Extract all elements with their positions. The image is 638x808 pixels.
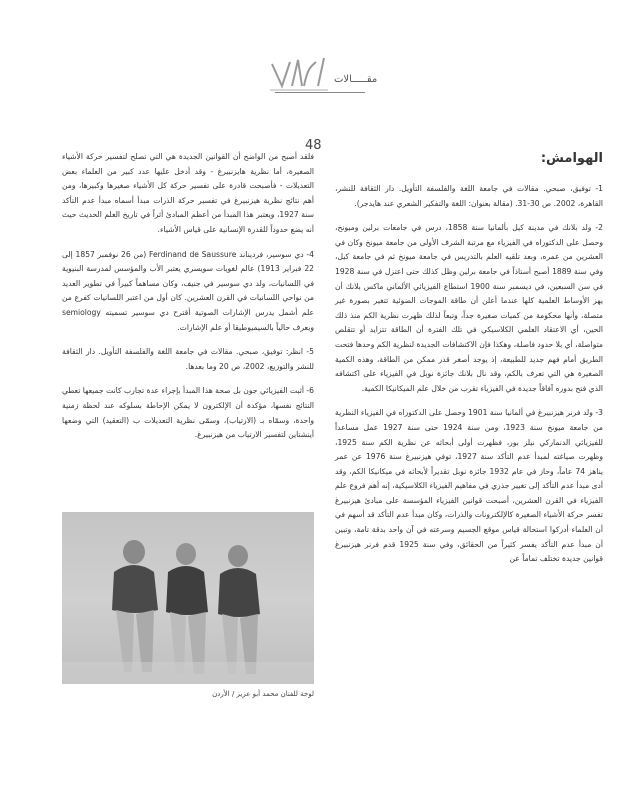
section-label: مقـــــالات [334,74,378,85]
footnote-1: 1- توفيق، صبحي. مقالات في جامعة اللغة والفلسفة التأويل. دار الثقافة للنشر، القاهرة، 2002. ص 30-31. (مقالة بعنوان: اللغة والتفكير الشعري عند هايدجر). [335,184,603,208]
painting-image [62,512,314,684]
footnote-4: 4- دي سوسير، فرديناند Ferdinand de Saussure (من 26 نوفمبر 1857 إلى 22 فبراير 1913) عالم لغويات سويسري يعتبر الأب والمؤسس لمدرسة البنيوية في اللسانيات، ولد دي سوسير في جنيف، وكان مساهماً كبيراً في تطوير العديد من نواحي اللسانيات في القرن العشرين. كان أول من اعتبر اللسانيات كفرع من علم أشمل يدرس الإشارات الصوتية أقترح دي سوسير تسميته semiology ويعرف حالياً بالسيميوطيقا أو علم الإشارات. [62,249,315,332]
magazine-logo-icon [268,56,332,96]
footnote-5: 5- انظر: توفيق، صبحي. مقالات في جامعة اللغة والفلسفة التأويل. دار الثقافة للنشر والتوزيع، 2002، ص 20 وما بعدها. [62,347,314,371]
page-header [0,50,638,153]
page-number: 48 [305,138,322,153]
footnote-3-continued: فلقد أصبح من الواضح أن القوانين الجديدة هي التي تصلح لتفسير حركة الأشياء الصغيرة، أما نظرية هايزنبيرغ - وقد أدخل عليها عدد كبير من العلماء بعض التعديلات - فأصبحت قادرة على تفسير حركة كل الأشياء صغيرها وكبيرها، ومن أهم نتائج نظرية هيزنبيرغ في تفسير حركة الذرات مبدأ أسماه مبدأ عدم التأكد سنة 1927، ويعتبر هذا المبدأ من أعظم المبادئ أثراً في تاريخ العلم الحديث حيث أنه يضع حدوداً للقدرة الإنسانية على قياس الأشياء. [62,152,314,234]
footnote-6: 6- أثبت الفيزيائي جون بل صحة هذا المبدأ بإجراء عدة تجارب كانت جميعها تعطي النتائج نفسها، مؤكدة أن الإلكترون لا يمكن الإحاطة بسلوكه عند لحظة زمنية واحدة، وسمّاه بـ (الارتياب)، وسمّى نظرية التعديلات ب (التعقيد) التي وضعها أينشتاين لتفسير الارتياب من هيزنبيرغ. [62,386,314,440]
notes-title: الهوامش: [540,151,603,166]
notes-column-right [335,150,603,577]
footnote-3: 3- ولد فرنر هيزنبيرغ في ألمانيا سنة 1901 وحصل على الدكتوراه في الفيزياء النظرية من جامعة ميونخ سنة 1923، ومن سنة 1924 حتى سنة 1927 عمل مساعداً للفيزيائي الدنماركي نيلز بور، فظهرت أولى أبحاثه عن نظرية الكم سنة 1925، وظهرت صياغته لمبدأ عدم التأكد سنة 1927، توفي هيزنبيرغ سنة 1976 عن عمر يناهز 74 عاماً، وحاز في عام 1932 جائزة نوبل تقديراً لأبحاثه في ميكانيكا الكم، وقد أدى مبدأ عدم التأكد إلى تغيير جذري في مفاهيم الفيزياء الكلاسيكية، إنه أهم فروع علم الفيزياء في القرن العشرين، أصبحت قوانين الفيزياء المؤسسة على مبادئ هيزنبيرغ تفسر حركة الأشياء الصغيرة كالإلكترونات والذرات، وكان مبدأ عدم التأكد قد أسهم في أن العلماء أدركوا استحالة قياس موقع الجسيم وسرعته في آن واحد بدقة تامة، وتبين أن مبدأ عدم التأكد يفسر كثيراً من الحقائق، وفي سنة 1925 قدم فرنر هيزنبيرغ قوانين جديدة تختلف تماماً عن [335,408,603,564]
painting-caption: لوحة للفنان محمد أبو عزيز / الأردن [212,690,314,698]
header-rule [275,92,365,93]
footnote-2: 2- ولد بلانك في مدينة كيل بألمانيا سنة 1858، درس في جامعات برلين وميونخ، وحصل على الدكتوراه في الفيزياء مع مرتبة الشرف الأولى من جامعة ميونخ وكان في العشرين من عمره، وبعد تلقيه العلم بالتدريس في جامعة ميونخ ثم في جامعة كيل، وفي سنة 1889 أصبح أستاذاً في جامعة برلين وظل كذلك حتى اعتزل في سنة 1928 في سن السبعين، في ديسمبر سنة 1900 استطاع الفيزيائي الألماني ماكس بلانك أن يهز الأوساط العلمية كلها عندما أعلن أن طاقة الموجات الضوئية تتغير بصورة غير متصلة، وأنها محكومة من كميات صغيرة جداً، وتبعاً لذلك ظهرت نظرية الكم منذ ذلك الحين، أي الاعتقاد العلمي الكلاسيكي في تلك الفترة أن الطاقة تتزايد أو تتقلص متواصلة، أي بلا حدود فاصلة، وهكذا فإن الاكتشافات الجديدة لنظرية الكم وحدها فتحت الطريق أمام فهم جديد للطبيعة، إذ يوجد أصغر قدر ممكن من الطاقة، وهذه الكمية الصغيرة هي التي تعرف بالكم، وقد نال بلانك جائزة نوبل في الفيزياء على اكتشافه الذي فتح بدوره آفاقاً جديدة في الفيزياء تقرب من خلال علم الميكانيكا الكمية. [335,223,603,393]
notes-column-left [62,150,314,453]
